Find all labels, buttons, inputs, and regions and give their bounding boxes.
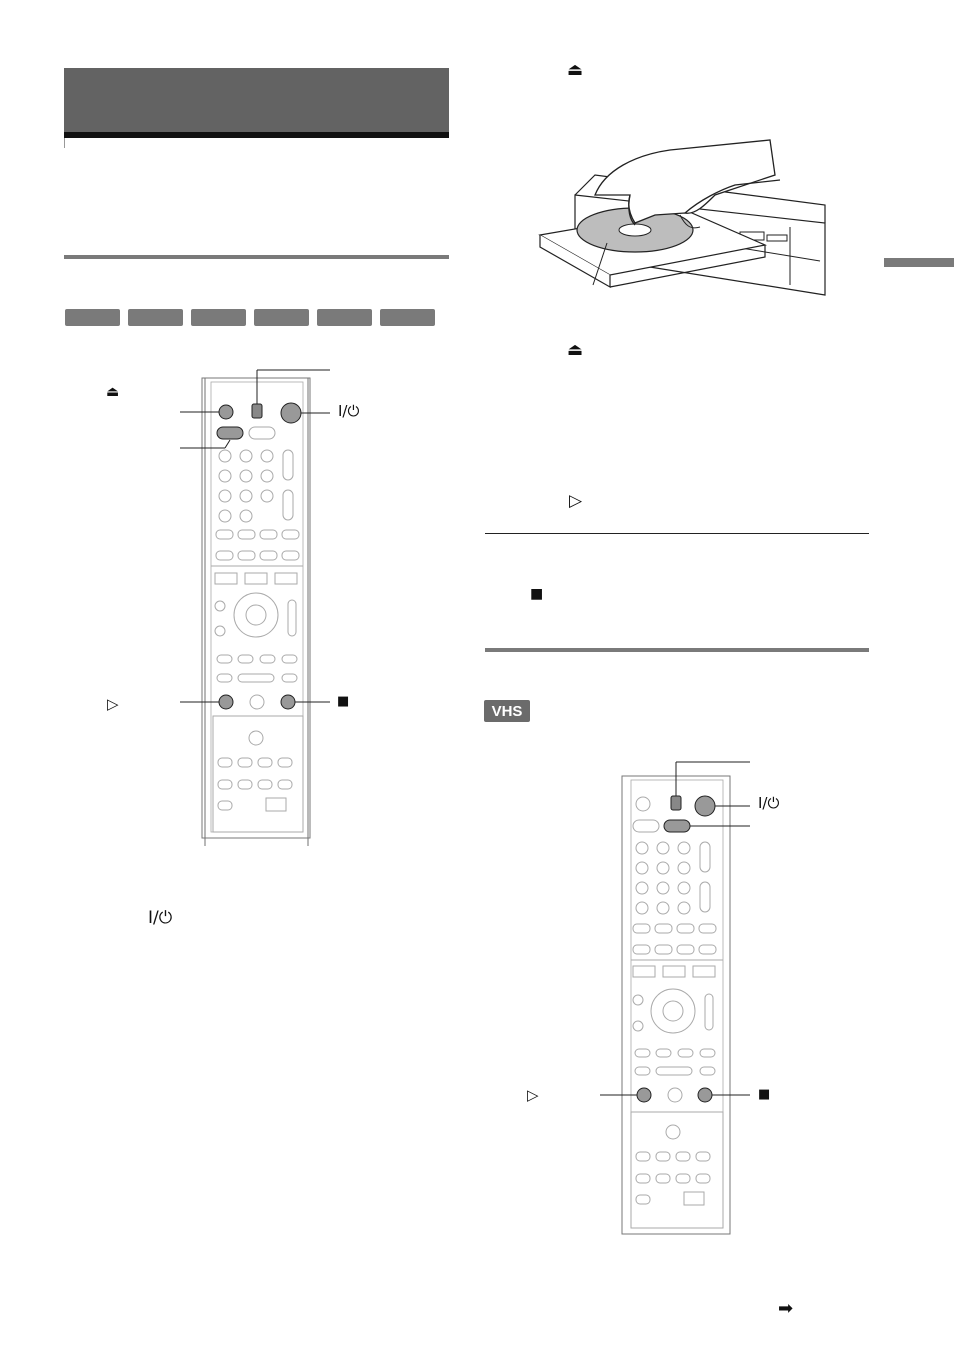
power-icon: I/⏻: [758, 794, 780, 812]
power-icon: I/⏻: [148, 908, 173, 928]
section-title-block: [64, 68, 449, 132]
remote-control-illustration: [180, 368, 340, 848]
eject-icon: ⏏: [567, 340, 584, 360]
power-icon: I/⏻: [338, 402, 360, 420]
stop-icon: ■: [758, 1087, 771, 1102]
stop-icon: ■: [337, 694, 350, 709]
disc-type-chip: [254, 309, 309, 326]
side-index-tab: [884, 258, 954, 267]
disc-type-chip: [317, 309, 372, 326]
play-icon: ▷: [569, 491, 583, 511]
eject-icon: ⏏: [567, 60, 584, 80]
section-title-underline: [64, 132, 449, 138]
subsection-rule: [485, 648, 869, 652]
play-icon: ▷: [107, 695, 119, 713]
disc-loading-illustration: [535, 135, 825, 300]
title-tick-mark: [64, 138, 65, 148]
disc-type-chip: [191, 309, 246, 326]
remote-control-illustration: [600, 760, 760, 1240]
play-icon: ▷: [527, 1086, 539, 1104]
stop-icon: ■: [530, 586, 544, 602]
note-divider: [485, 533, 869, 534]
disc-type-chip: [65, 309, 120, 326]
eject-icon: ⏏: [106, 384, 120, 400]
vhs-badge: VHS: [484, 700, 530, 722]
subsection-rule: [64, 255, 449, 259]
disc-type-chip: [380, 309, 435, 326]
continue-arrow-icon: ➡: [778, 1298, 794, 1319]
disc-type-chip: [128, 309, 183, 326]
